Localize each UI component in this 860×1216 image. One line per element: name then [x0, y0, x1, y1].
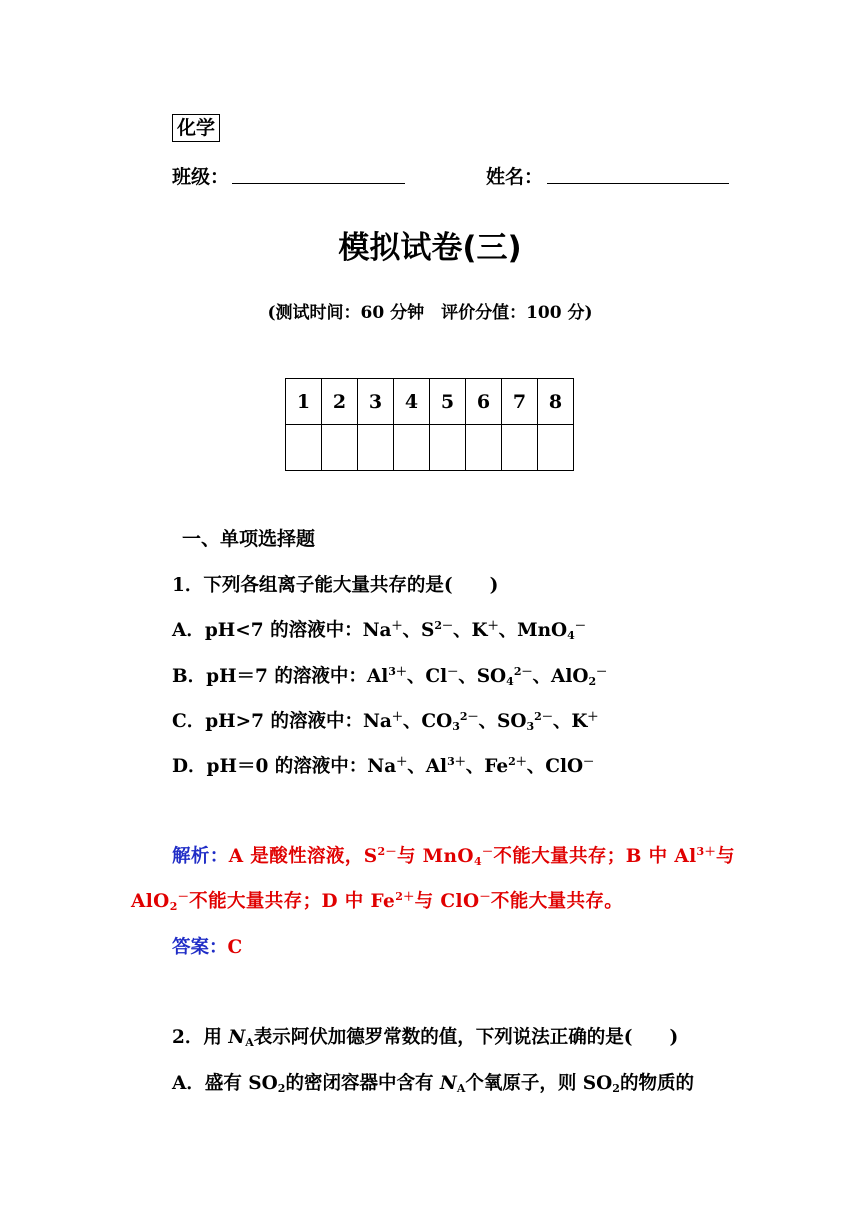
- answer-label: 答案：: [172, 937, 228, 958]
- answer-cell[interactable]: [322, 425, 358, 471]
- question-1-option-d: D．pH＝0 的溶液中：Na＋、$Al^{3+}$、$Fe^{2+}$、ClO－: [172, 755, 595, 777]
- question-1-analysis-line-2: AlO$_2$－不能大量共存；D 中 $Fe^{2+}$与 ClO－不能大量共存。: [131, 890, 624, 913]
- answer-cell[interactable]: [502, 425, 538, 471]
- answer-number: 7: [502, 379, 538, 425]
- question-1-option-b: B．pH＝7 的溶液中：$Al^{3+}$、Cl－、$SO_4^{2-}$、AlO$_2$－: [172, 665, 608, 688]
- answer-number: 8: [538, 379, 574, 425]
- question-1-option-a: A．pH<7 的溶液中：Na＋、$S^{2-}$、K＋、MnO$_4$－: [172, 619, 586, 642]
- answer-table: [285, 378, 574, 471]
- analysis-label: 解析：: [172, 846, 229, 867]
- option-a-prefix: A．pH<7 的溶液中：: [172, 620, 363, 641]
- option-a-text: 个氧原子，则 SO: [465, 1073, 613, 1094]
- option-a-text: A．盛有 SO: [172, 1073, 278, 1094]
- answer-number: 4: [394, 379, 430, 425]
- answer-cell[interactable]: [286, 425, 322, 471]
- answer-cell[interactable]: [394, 425, 430, 471]
- question-2-number: 2．用: [172, 1027, 229, 1048]
- answer-cell[interactable]: [466, 425, 502, 471]
- name-label: 姓名：: [486, 166, 544, 188]
- question-2-option-a: A．盛有 $SO_2$的密闭容器中含有 $N_A$个氧原子，则 $SO_2$的物质的: [172, 1073, 694, 1095]
- answer-number: 1: [286, 379, 322, 425]
- option-a-text: 的密闭容器中含有: [285, 1073, 440, 1094]
- answer-number: 5: [430, 379, 466, 425]
- page-title: 模拟试卷(三): [338, 230, 522, 266]
- name-blank-line[interactable]: [547, 183, 729, 184]
- answer-table-header-row: [286, 379, 574, 425]
- class-blank-line[interactable]: [232, 183, 405, 184]
- question-2-stem: 2．用 $N_A$表示阿伏加德罗常数的值，下列说法正确的是( ): [172, 1027, 679, 1049]
- class-label: 班级：: [172, 166, 230, 188]
- option-d-prefix: D．pH＝0 的溶液中：: [172, 756, 368, 777]
- question-1-answer: [172, 933, 242, 959]
- exam-info: (测试时间：60 分钟 评价分值：100 分): [267, 303, 593, 323]
- answer-table-input-row: [286, 425, 574, 471]
- section-heading: 一、单项选择题: [182, 528, 316, 550]
- subject-tag: 化学: [172, 114, 220, 142]
- answer-number: 6: [466, 379, 502, 425]
- answer-number: 3: [358, 379, 394, 425]
- option-c-prefix: C．pH>7 的溶液中：: [172, 711, 363, 732]
- option-b-prefix: B．pH＝7 的溶液中：: [172, 666, 367, 687]
- question-1-option-c: C．pH>7 的溶液中：Na＋、$CO_3^{2-}$、$SO_3^{2-}$、K＋: [172, 710, 599, 733]
- answer-cell[interactable]: [430, 425, 466, 471]
- answer-value: C: [227, 937, 243, 958]
- question-1-stem: 1．下列各组离子能大量共存的是( ): [172, 575, 499, 596]
- question-2-stem-text: 表示阿伏加德罗常数的值，下列说法正确的是( ): [253, 1027, 679, 1048]
- answer-number: 2: [322, 379, 358, 425]
- answer-cell[interactable]: [538, 425, 574, 471]
- option-a-text: 的物质的: [619, 1073, 694, 1094]
- question-1-analysis-line-1: 解析：A 是酸性溶液，$S^{2-}$与 MnO$_4$－不能大量共存；B 中 $Al^{3+}$与: [172, 845, 735, 868]
- answer-cell[interactable]: [358, 425, 394, 471]
